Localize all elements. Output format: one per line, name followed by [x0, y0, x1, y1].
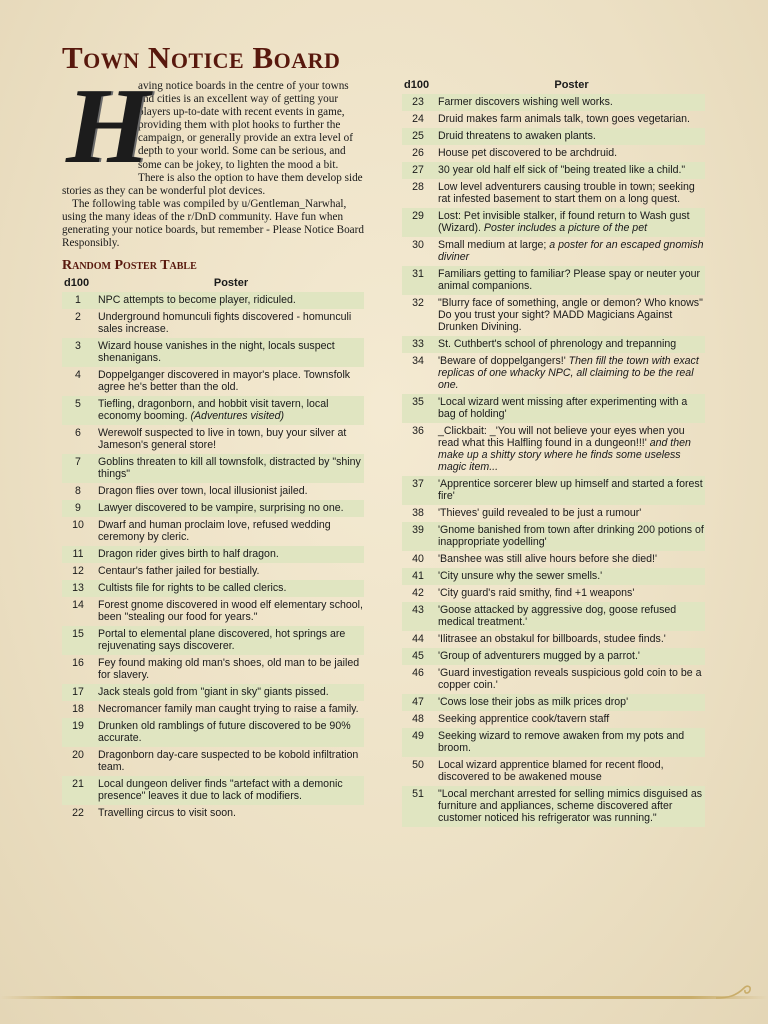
table-row: [62, 747, 364, 776]
roll-number: 10: [72, 519, 84, 532]
roll-number: 51: [402, 786, 438, 827]
poster-text-cell: [98, 517, 364, 546]
roll-number: 27: [402, 162, 438, 179]
table-row: [402, 585, 705, 602]
poster-text-cell: [98, 747, 364, 776]
poster-text-cell: [438, 631, 705, 648]
poster-text-cell: [438, 179, 705, 208]
roll-number: 20: [72, 749, 84, 762]
roll-number: 17: [62, 684, 98, 701]
table-row: [402, 94, 705, 111]
poster-text-cell: [438, 665, 705, 694]
roll-number: 11: [62, 546, 98, 563]
roll-number: 39: [402, 522, 438, 551]
roll-number: 2: [75, 311, 81, 324]
poster-text-cell: [438, 585, 705, 602]
roll-number: 31: [402, 266, 438, 295]
table-row: [402, 336, 705, 353]
table-row: [402, 145, 705, 162]
poster-text-cell: [438, 551, 705, 568]
table-row: [62, 546, 364, 563]
poster-text-cell: [98, 454, 364, 483]
poster-text: St. Cuthbert's school of phrenology and trepanning: [438, 338, 677, 350]
table-row: [402, 208, 705, 237]
table-row: [62, 517, 364, 546]
poster-italic-note: (Adventures visited): [190, 410, 285, 423]
roll-number: 25: [402, 128, 438, 145]
poster-text: "Local merchant arrested for selling mimics disguised as furniture and appliances, scheme discovered after customer noticed his refrigerator was running.": [438, 788, 703, 824]
poster-text-cell: [98, 425, 364, 454]
table-row: [402, 665, 705, 694]
poster-text-cell: [438, 602, 705, 631]
table-row: [402, 505, 705, 522]
table-row: [402, 568, 705, 585]
d100-column-header: d100: [64, 277, 90, 290]
roll-number: 6: [75, 427, 81, 440]
poster-text: Tiefling, dragonborn, and hobbit visit tavern, local economy booming.: [98, 398, 329, 423]
table-row: [402, 757, 705, 786]
poster-text: 'Guard investigation reveals suspicious gold coin to be a copper coin.': [438, 667, 702, 691]
poster-text: Drunken old ramblings of future discovered to be 90% accurate.: [98, 720, 351, 745]
table-row: [402, 522, 705, 551]
table-row: [402, 631, 705, 648]
poster-text: Farmer discovers wishing well works.: [438, 96, 613, 108]
poster-text: Goblins threaten to kill all townsfolk, distracted by "shiny things": [98, 456, 361, 481]
table-row: [62, 500, 364, 517]
poster-text: Travelling circus to visit soon.: [98, 807, 236, 820]
poster-text: NPC attempts to become player, ridiculed.: [98, 294, 296, 307]
roll-number: 28: [412, 181, 424, 193]
poster-text-cell: [438, 505, 705, 522]
roll-number: 36: [412, 425, 424, 437]
poster-text: 'City guard's raid smithy, find +1 weapons': [438, 587, 635, 599]
poster-text: 'Banshee was still alive hours before she died!': [438, 553, 657, 565]
poster-text-cell: [98, 500, 364, 517]
roll-number: 50: [412, 759, 424, 771]
poster-text: Forest gnome discovered in wood elf elementary school, been "stealing our food for years.": [98, 599, 363, 624]
poster-column-header: Poster: [213, 277, 249, 290]
roll-number: 5: [62, 396, 98, 425]
table-row: [62, 563, 364, 580]
poster-text-cell: [98, 309, 364, 338]
poster-text-cell: [438, 94, 705, 111]
poster-text: Dragonborn day-care suspected to be kobold infiltration team.: [98, 749, 359, 774]
page-title: Town Notice Board: [62, 40, 341, 75]
poster-text: Small medium at large;: [438, 239, 550, 251]
roll-number: 42: [412, 587, 424, 599]
poster-text: Jack steals gold from "giant in sky" giants pissed.: [98, 686, 329, 699]
poster-text: Doppelganger discovered in mayor's place. Townsfolk agree he's better than the old.: [98, 369, 351, 394]
roll-number: 19: [62, 718, 98, 747]
roll-number: 9: [62, 500, 98, 517]
table-row: [62, 597, 364, 626]
poster-text-cell: [98, 546, 364, 563]
poster-text: Portal to elemental plane discovered, hot springs are rejuvenating says discoverer.: [98, 628, 346, 653]
poster-text-cell: [438, 648, 705, 665]
poster-text-cell: [98, 396, 364, 425]
table-row: [62, 626, 364, 655]
table-row: [402, 648, 705, 665]
table-row: [402, 179, 705, 208]
poster-text: Centaur's father jailed for bestially.: [98, 565, 260, 578]
table-row: [62, 684, 364, 701]
poster-text: 'Group of adventurers mugged by a parrot.': [438, 650, 640, 662]
table-row: [62, 292, 364, 309]
poster-column-header: Poster: [554, 79, 589, 91]
roll-number: 22: [72, 807, 84, 820]
table-row: [62, 701, 364, 718]
roll-number: 15: [62, 626, 98, 655]
roll-number: 49: [402, 728, 438, 757]
roll-number: 41: [402, 568, 438, 585]
poster-italic-note: a poster for an escaped gnomish diviner: [438, 239, 704, 263]
roll-number: 33: [402, 336, 438, 353]
roll-number: 13: [62, 580, 98, 597]
table-row: [402, 162, 705, 179]
poster-text-cell: [438, 145, 705, 162]
table-row: [62, 805, 364, 822]
poster-italic-note: and then make up a shitty story where he finds some useless magic item...: [438, 437, 691, 473]
poster-text: Seeking apprentice cook/tavern staff: [438, 713, 610, 725]
poster-text-cell: [98, 367, 364, 396]
roll-number: 37: [402, 476, 438, 505]
poster-text: Dwarf and human proclaim love, refused wedding ceremony by cleric.: [98, 519, 331, 544]
poster-text-cell: [438, 757, 705, 786]
table-row: [402, 551, 705, 568]
poster-italic-note: Then fill the town with exact replicas of one whacky NPC, all claiming to be the real one.: [438, 355, 699, 391]
table-row: [62, 483, 364, 500]
table-row: [402, 295, 705, 336]
poster-text-cell: [98, 805, 364, 822]
poster-text-cell: [98, 292, 364, 309]
poster-text: Werewolf suspected to live in town, buy your silver at Jameson's general store!: [98, 427, 347, 452]
table-row: [62, 776, 364, 805]
poster-text-cell: [98, 626, 364, 655]
poster-text: House pet discovered to be archdruid.: [438, 147, 618, 159]
roll-number: 14: [72, 599, 84, 612]
poster-text-cell: [438, 786, 705, 827]
poster-text-cell: [438, 162, 705, 179]
poster-text-cell: [98, 483, 364, 500]
table-row: [402, 237, 705, 266]
drop-cap: H: [66, 67, 151, 186]
table-row: [62, 367, 364, 396]
roll-number: 23: [402, 94, 438, 111]
table-row: [402, 266, 705, 295]
poster-text-cell: [98, 563, 364, 580]
roll-number: 24: [412, 113, 424, 125]
poster-text: Druid threatens to awaken plants.: [438, 130, 596, 142]
poster-text-cell: [98, 580, 364, 597]
table-row: [62, 396, 364, 425]
roll-number: 48: [412, 713, 424, 725]
poster-table-right: [402, 78, 705, 827]
roll-number: 32: [412, 297, 424, 309]
roll-number: 1: [62, 292, 98, 309]
roll-number: 44: [412, 633, 424, 645]
roll-number: 3: [62, 338, 98, 367]
poster-text: Lost: Pet invisible stalker, if found return to Wash gust (Wizard).: [438, 210, 690, 234]
roll-number: 18: [72, 703, 84, 716]
table-row: [402, 786, 705, 827]
table-row: [62, 338, 364, 367]
poster-text-cell: [438, 266, 705, 295]
poster-text: 'Cows lose their jobs as milk prices drop': [438, 696, 629, 708]
poster-text: Seeking wizard to remove awaken from my pots and broom.: [438, 730, 685, 754]
roll-number: 29: [402, 208, 438, 237]
poster-text: Wizard house vanishes in the night, locals suspect shenanigans.: [98, 340, 335, 365]
intro-paragraph-2: The following table was compiled by u/Gentleman_Narwhal, using the many ideas of the r/DnD community. Have fun when generating your notice boards, but remember - Please Notice Board Responsibly.: [62, 197, 364, 250]
poster-text-cell: [438, 728, 705, 757]
roll-number: 26: [412, 147, 424, 159]
table-row: [402, 728, 705, 757]
poster-text: Dragon rider gives birth to half dragon.: [98, 548, 279, 561]
table-row: [62, 655, 364, 684]
roll-number: 4: [75, 369, 81, 382]
poster-text-cell: [98, 776, 364, 805]
footer-flourish-icon: [714, 982, 754, 1012]
roll-number: 7: [62, 454, 98, 483]
intro-paragraph-1: aving notice boards in the centre of your towns and cities is an excellent way of getting your players up-to-date with recent events in game, providing them with plot hooks to further the campaign, or generally provide an extra level of depth to your world. Some can be serious, and some can be jokey, to lighten the mood a bit. There is also the option to have them develop side stories as they can be wonderful plot devices.: [62, 80, 363, 197]
poster-text: Cultists file for rights to be called clerics.: [98, 582, 287, 595]
table-row: [402, 111, 705, 128]
table-row: [62, 425, 364, 454]
table-row: [402, 353, 705, 394]
poster-text: Fey found making old man's shoes, old man to be jailed for slavery.: [98, 657, 360, 682]
poster-text-cell: [98, 597, 364, 626]
table-row: [402, 476, 705, 505]
poster-table-left: [62, 276, 364, 822]
table-row: [62, 454, 364, 483]
poster-text: 'Goose attacked by aggressive dog, goose refused medical treatment.': [438, 604, 677, 628]
table-row: [402, 394, 705, 423]
roll-number: 12: [72, 565, 84, 578]
poster-text: Local wizard apprentice blamed for recent flood, discovered to be awakened mouse: [438, 759, 664, 783]
poster-text-cell: [438, 568, 705, 585]
poster-text: 'Ilitrasee an obstakul for billboards, studee finds.': [438, 633, 666, 645]
roll-number: 40: [412, 553, 424, 565]
poster-text: Low level adventurers causing trouble in town; seeking rat infested basement to start them on a long quest.: [438, 181, 695, 205]
roll-number: 8: [75, 485, 81, 498]
poster-text-cell: [438, 476, 705, 505]
table-row: [62, 718, 364, 747]
poster-text-cell: [438, 128, 705, 145]
poster-text-cell: [98, 701, 364, 718]
poster-text-cell: [98, 684, 364, 701]
poster-text-cell: [98, 718, 364, 747]
poster-text: "Blurry face of something, angle or demon? Who knows" Do you trust your sight? MADD Magicians Against Drunken Divining.: [438, 297, 703, 333]
poster-text: Necromancer family man caught trying to raise a family.: [98, 703, 359, 716]
poster-text-cell: [438, 522, 705, 551]
left-column: [62, 67, 364, 822]
right-column: [402, 78, 705, 827]
poster-text: 'Thieves' guild revealed to be just a rumour': [438, 507, 642, 519]
poster-text: 'Apprentice sorcerer blew up himself and started a forest fire': [438, 478, 703, 502]
roll-number: 43: [402, 602, 438, 631]
poster-text-cell: [98, 338, 364, 367]
poster-italic-note: Poster includes a picture of the pet: [483, 222, 648, 234]
poster-text: 'City unsure why the sewer smells.': [438, 570, 603, 582]
table-heading: Random Poster Table: [62, 258, 197, 274]
poster-text: _Clickbait: _'You will not believe your eyes when you read what this Halfling found in a dungeon!!!': [438, 425, 685, 449]
poster-text: Lawyer discovered to be vampire, surprising no one.: [98, 502, 344, 515]
poster-text: Underground homunculi fights discovered - homunculi sales increase.: [98, 311, 352, 336]
poster-text: Druid makes farm animals talk, town goes vegetarian.: [438, 113, 691, 125]
poster-text-cell: [438, 111, 705, 128]
poster-text: Dragon flies over town, local illusionist jailed.: [98, 485, 308, 498]
roll-number: 30: [412, 239, 424, 251]
poster-text-cell: [98, 655, 364, 684]
roll-number: 46: [412, 667, 424, 679]
roll-number: 34: [412, 355, 424, 367]
poster-text-cell: [438, 394, 705, 423]
roll-number: 16: [72, 657, 84, 670]
footer-divider: [0, 996, 768, 999]
poster-text: 'Gnome banished from town after drinking 200 potions of inappropriate yodelling': [438, 524, 704, 548]
table-row: [402, 694, 705, 711]
poster-text: Familiars getting to familiar? Please spay or neuter your animal companions.: [438, 268, 701, 292]
poster-text-cell: [438, 353, 705, 394]
roll-number: 47: [402, 694, 438, 711]
table-row: [62, 309, 364, 338]
poster-text: 'Beware of doppelgangers!': [438, 355, 569, 367]
table-row: [62, 580, 364, 597]
intro-text: [62, 67, 364, 250]
poster-text-cell: [438, 208, 705, 237]
table-row: [402, 128, 705, 145]
poster-text-cell: [438, 694, 705, 711]
roll-number: 45: [402, 648, 438, 665]
roll-number: 21: [62, 776, 98, 805]
d100-column-header: d100: [404, 79, 430, 91]
poster-text: 'Local wizard went missing after experimenting with a bag of holding': [438, 396, 688, 420]
roll-number: 35: [402, 394, 438, 423]
poster-text: 30 year old half elf sick of "being treated like a child.": [438, 164, 686, 176]
poster-text-cell: [438, 336, 705, 353]
table-row: [402, 423, 705, 476]
roll-number: 38: [412, 507, 424, 519]
poster-text-cell: [438, 237, 705, 266]
table-row: [402, 711, 705, 728]
table-row: [402, 602, 705, 631]
poster-text-cell: [438, 711, 705, 728]
poster-text-cell: [438, 295, 705, 336]
poster-text: Local dungeon deliver finds "artefact with a demonic presence" leaves it due to lack of modifiers.: [98, 778, 343, 803]
poster-text-cell: [438, 423, 705, 476]
